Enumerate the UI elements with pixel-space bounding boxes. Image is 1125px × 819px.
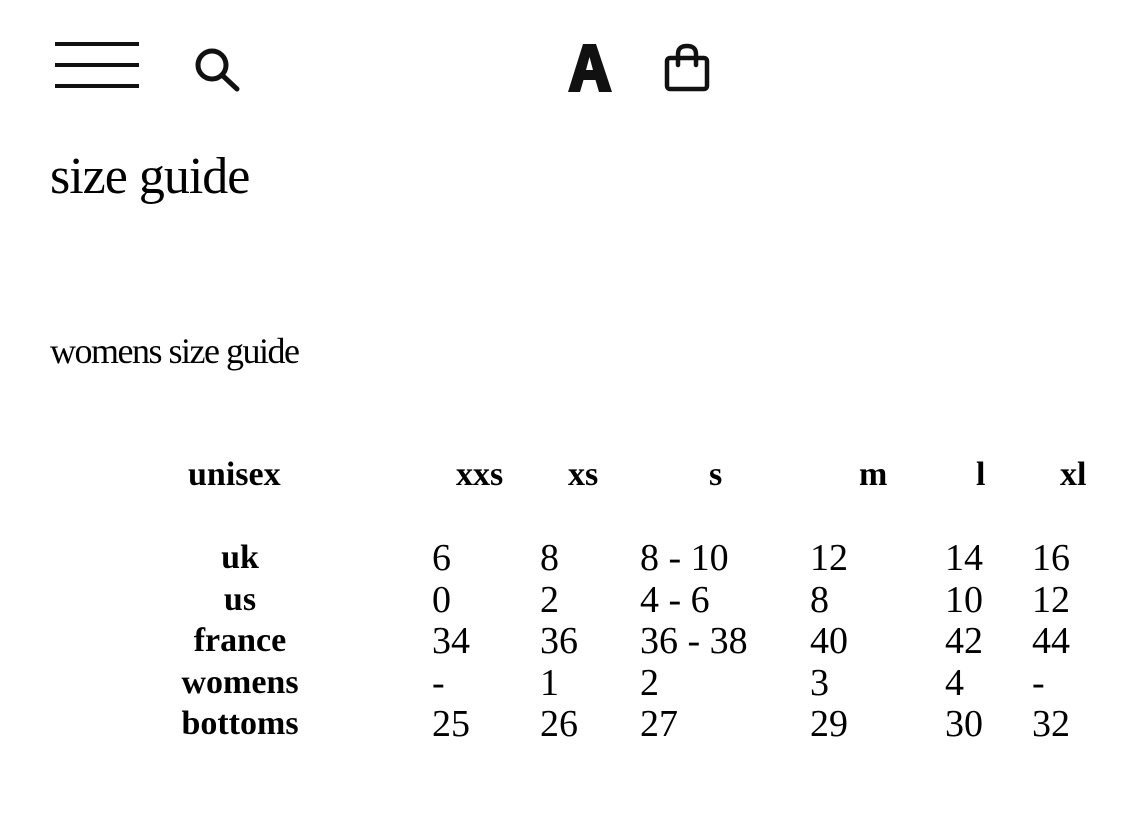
table-cell: 25 xyxy=(432,703,470,745)
table-cell: 36 - 38 xyxy=(640,620,748,662)
table-cell: 12 xyxy=(810,537,848,579)
row-label-uk: uk xyxy=(221,539,259,576)
table-cell: 10 xyxy=(945,579,983,621)
table-cell: - xyxy=(1032,662,1045,704)
table-cell: 30 xyxy=(945,703,983,745)
shopping-bag-icon[interactable] xyxy=(663,43,711,93)
table-cell: 14 xyxy=(945,537,983,579)
table-cell: 4 xyxy=(945,662,964,704)
table-cell: 44 xyxy=(1032,620,1070,662)
table-cell: 0 xyxy=(432,579,451,621)
table-cell: 42 xyxy=(945,620,983,662)
column-header-s: s xyxy=(709,456,723,493)
column-header-xs: xs xyxy=(568,456,599,493)
row-label-bottoms: bottoms xyxy=(181,705,299,742)
table-cell: 4 - 6 xyxy=(640,579,710,621)
table-cell: 12 xyxy=(1032,579,1070,621)
table-cell: 8 - 10 xyxy=(640,537,729,579)
row-label-womens: womens xyxy=(181,664,299,701)
table-cell: 2 xyxy=(540,579,559,621)
search-icon[interactable] xyxy=(192,46,244,92)
table-cell: 1 xyxy=(540,662,559,704)
row-label-france: france xyxy=(193,622,287,659)
table-cell: 27 xyxy=(640,703,678,745)
table-cell: 6 xyxy=(432,537,451,579)
table-cell: - xyxy=(432,662,445,704)
column-header-l: l xyxy=(976,456,986,493)
brand-logo[interactable] xyxy=(565,40,615,96)
table-cell: 8 xyxy=(540,537,559,579)
page-title: size guide xyxy=(50,148,250,205)
table-cell: 40 xyxy=(810,620,848,662)
column-header-m: m xyxy=(859,456,888,493)
row-label-us: us xyxy=(223,581,257,618)
column-header-xxs: xxs xyxy=(456,456,504,493)
section-title: womens size guide xyxy=(50,331,299,371)
table-cell: 34 xyxy=(432,620,470,662)
column-header-xl: xl xyxy=(1060,456,1087,493)
table-cell: 26 xyxy=(540,703,578,745)
top-bar xyxy=(0,0,1125,120)
table-cell: 2 xyxy=(640,662,659,704)
table-cell: 29 xyxy=(810,703,848,745)
hamburger-menu-icon[interactable] xyxy=(55,42,139,92)
table-cell: 3 xyxy=(810,662,829,704)
table-cell: 36 xyxy=(540,620,578,662)
table-cell: 32 xyxy=(1032,703,1070,745)
table-cell: 8 xyxy=(810,579,829,621)
table-cell: 16 xyxy=(1032,537,1070,579)
corner-label: unisex xyxy=(188,456,281,493)
